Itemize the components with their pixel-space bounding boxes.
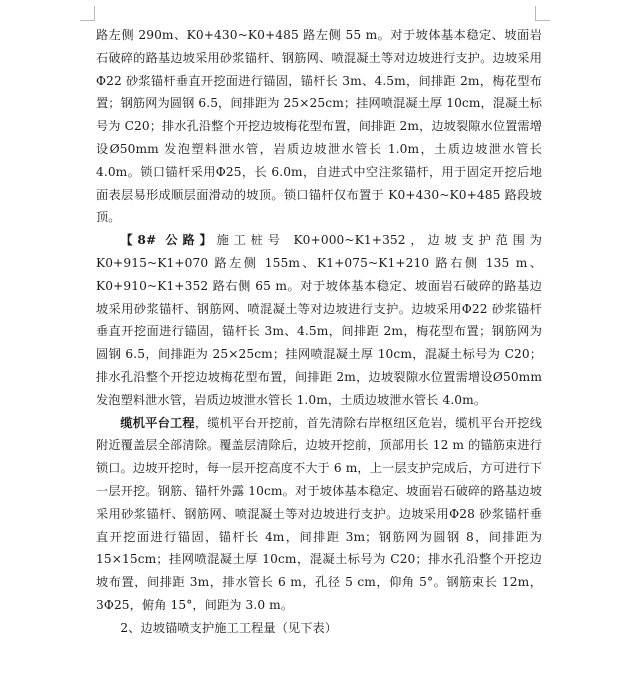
paragraph-8-road: [96, 229, 542, 411]
document-body: [96, 24, 542, 640]
paragraph-8-road-body: 施工桩号 K0+000~K1+352，边坡支护范围为 K0+915~K1+070 路左侧 155m、K1+075~K1+210 路右侧 135 m、K0+910~K1+352 路右侧 65 m。对于坡体基本稳定、坡面岩石破碎的路基边坡采用砂浆锚杆、钢筋网、喷混凝土等对边坡进行支护。边坡采用Φ22 砂浆锚杆垂直开挖面进行锚固，锚杆长 3m、4.5m，间排距 2m，梅花型布置；钢筋网为圆钢 6.5，间排距为 25×25cm；挂网喷混凝土厚 10cm，混凝土标号为 C20；排水孔沿整个开挖边坡梅花型布置，间排距 2m，边坡裂隙水位置需增设Ø50mm 发泡塑料泄水管，岩质边坡泄水管长 1.0m，土质边坡泄水管长 4.0m。: [96, 233, 542, 407]
paragraph-cable-platform-heading: 缆机平台工程: [120, 415, 195, 430]
paragraph-cable-platform: [96, 412, 542, 617]
paragraph-8-road-heading: 【8# 公路】: [120, 233, 217, 248]
page-corner-mark-right: [535, 6, 550, 21]
paragraph-1: 路左侧 290m、K0+430~K0+485 路左侧 55 m。对于坡体基本稳定、坡面岩石破碎的路基边坡采用砂浆锚杆、钢筋网、喷混凝土等对边坡进行支护。边坡采用Φ22 砂浆锚杆垂直开挖面进行锚固，锚杆长 3m、4.5m，间排距 2m，梅花型布置；钢筋网为圆钢 6.5，间排距为 25×25cm；挂网喷混凝土厚 10cm，混凝土标号为 C20；排水孔沿整个开挖边坡梅花型布置，间排距 2m，边坡裂隙水位置需增设Ø50mm 发泡塑料泄水管，岩质边坡泄水管长 1.0m，土质边坡泄水管长 4.0m。锁口锚杆采用Φ25，长 6.0m，自进式中空注浆锚杆，用于固定开挖后地面表层易形成顺层面滑动的坡顶。锁口锚杆仅布置于 K0+430~K0+485 路段坡顶。: [96, 28, 542, 225]
section-heading-quantities: 2、边坡锚喷支护施工工程量（见下表）: [120, 620, 338, 635]
paragraph-cable-platform-body: ，缆机平台开挖前，首先清除右岸枢纽区危岩，缆机平台开挖线附近覆盖层全部清除。覆盖层清除后，边坡开挖前，顶部用长 12 m 的锚筋束进行锁口。边坡开挖时，每一层开挖高度不大于 6 m，上一层支护完成后，方可进行下一层开挖。钢筋、锚杆外露 10cm。对于坡体基本稳定、坡面岩石破碎的路基边坡采用砂浆锚杆、钢筋网、喷混凝土等对边坡进行支护。边坡采用Φ28 砂浆锚杆垂直开挖面进行锚固，锚杆长 4m，间排距 3m；钢筋网为圆钢 8，间排距为 15×15cm；挂网喷混凝土厚 10cm，混凝土标号为 C20；排水孔沿整个开挖边坡布置，间排距 3m，排水管长 6 m，孔径 5 cm，仰角 5°。钢筋束长 12m，3Φ25，俯角 15°，间距为 3.0 m。: [96, 415, 542, 612]
page-corner-mark-left: [80, 6, 95, 21]
